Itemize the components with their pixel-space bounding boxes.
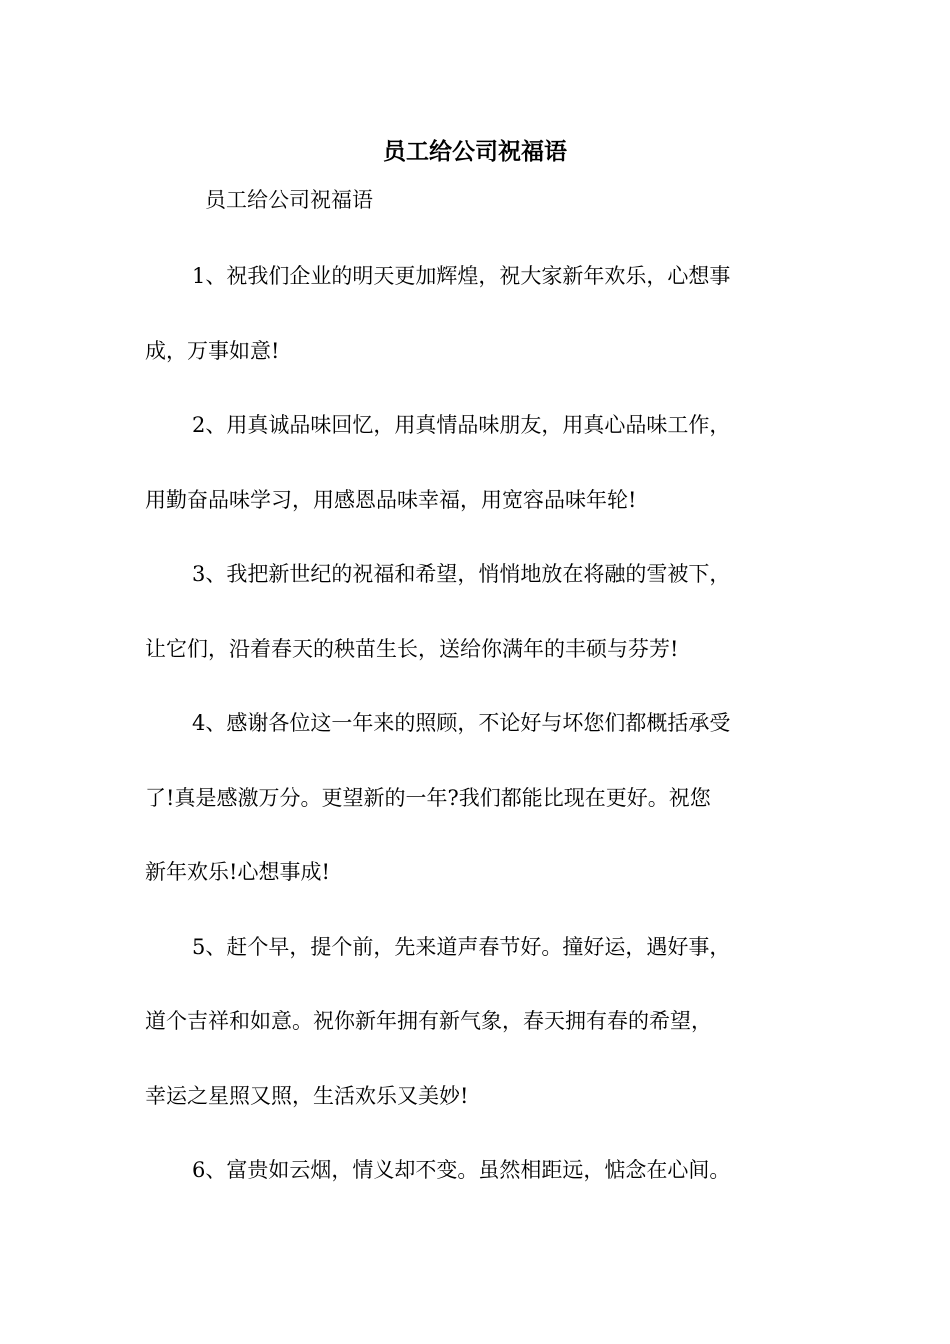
paragraph-4-line-2: 了!真是感激万分。更望新的一年?我们都能比现在更好。祝您 [145,786,711,810]
paragraph-2-line-2: 用勤奋品味学习，用感恩品味幸福，用宽容品味年轮! [145,488,637,512]
document-subtitle: 员工给公司祝福语 [205,188,373,212]
paragraph-2-line-1: 2、用真诚品味回忆，用真情品味朋友，用真心品味工作， [192,413,731,437]
paragraph-6-line-1: 6、富贵如云烟，情义却不变。虽然相距远，惦念在心间。 [192,1158,731,1182]
document-title: 员工给公司祝福语 [383,138,567,165]
paragraph-1-line-2: 成，万事如意! [145,339,280,363]
paragraph-4-line-1: 4、感谢各位这一年来的照顾，不论好与坏您们都概括承受 [192,711,731,735]
paragraph-5-line-3: 幸运之星照又照，生活欢乐又美妙! [145,1084,469,1108]
paragraph-3-line-1: 3、我把新世纪的祝福和希望，悄悄地放在将融的雪被下， [192,562,731,586]
paragraph-4-line-3: 新年欢乐!心想事成! [145,860,330,884]
paragraph-1-line-1: 1、祝我们企业的明天更加辉煌，祝大家新年欢乐，心想事 [192,264,731,288]
paragraph-3-line-2: 让它们，沿着春天的秧苗生长，送给你满年的丰硕与芬芳! [145,637,679,661]
paragraph-5-line-2: 道个吉祥和如意。祝你新年拥有新气象，春天拥有春的希望， [145,1009,712,1033]
paragraph-5-line-1: 5、赶个早，提个前，先来道声春节好。撞好运，遇好事， [192,935,731,959]
